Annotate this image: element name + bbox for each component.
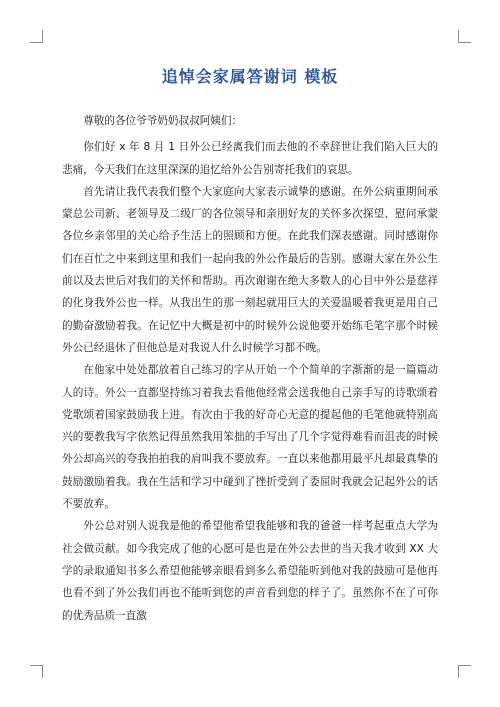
crop-mark-top-right (458, 30, 471, 43)
crop-mark-bottom-left (30, 665, 43, 678)
paragraph-4: 外公总对别人说我是他的希望他希望我能够和我的爸爸一样考起重点大学为社会做贡献。如今我完成了他的心愿可是也是在外公去世的当天我才收到 XX 大学的录取通知书多么希望他能够亲眼看到多么希望能听到他对我的鼓励可是他再也看不到了外公我们再也不能听到您的声音看到您的样子了。虽然你不在了可你的优秀品质一直激 (62, 520, 438, 622)
paragraph-2: 首先请让我代表我们整个大家庭向大家表示诚挚的感谢。在外公病重期间承蒙总公司新、老领导及二级厂的各位领导和亲朋好友的关怀多次探望、慰问承蒙各位乡亲邻里的关心给予生活上的照顾和方便。在此我们深表感谢。同时感谢你们在百忙之中来到这里和我们一起向我的外公作最后的告别。感谢大家在外公生前以及去世后对我们的关怀和帮助。再次谢谢在绝大多数人的心目中外公是慈祥的化身我外公也一样。从我出生的那一刻起就用巨大的关爱温暖着我更是用自己的勤奋激励着我。在记忆中大概是初中的时候外公说他要开始练毛笔字那个时候外公已经退休了但他总是对我说人什么时候学习都不晚。 (62, 185, 438, 354)
crop-mark-bottom-right (458, 665, 471, 678)
paragraph-3: 在他家中处处都放着自己练习的字从开始一个个简单的字渐渐的是一篇篇动人的诗。外公一直都坚持练习着我去看他他经常会送我他自己亲手写的诗歌颂着党歌颂着国家鼓励我上进。有次由于我的好奇心无意的提起他的毛笔他就特别高兴的要教我写字依然记得虽然我用笨拙的手写出了几个字觉得难看而沮丧的时候外公却高兴的夸我拍拍我的肩叫我不要放弃。一直以来他都用最平凡却最真挚的鼓励激励着我。我在生活和学习中碰到了挫折受到了委屈时我就会记起外公的话不要放弃。 (62, 364, 438, 511)
crop-mark-top-left (30, 30, 43, 43)
salutation: 尊敬的各位爷爷奶奶叔叔阿姨们： (83, 115, 243, 127)
document-title: 追悼会家属答谢词 模板 (161, 67, 339, 86)
paragraph-1: 你们好 x 年 8 月 1 日外公已经离我们而去他的不幸辞世让我们陷入巨大的悲痛，今天我们在这里深深的追忆给外公告别寄托我们的哀思。 (62, 141, 438, 176)
document-body (62, 110, 438, 627)
